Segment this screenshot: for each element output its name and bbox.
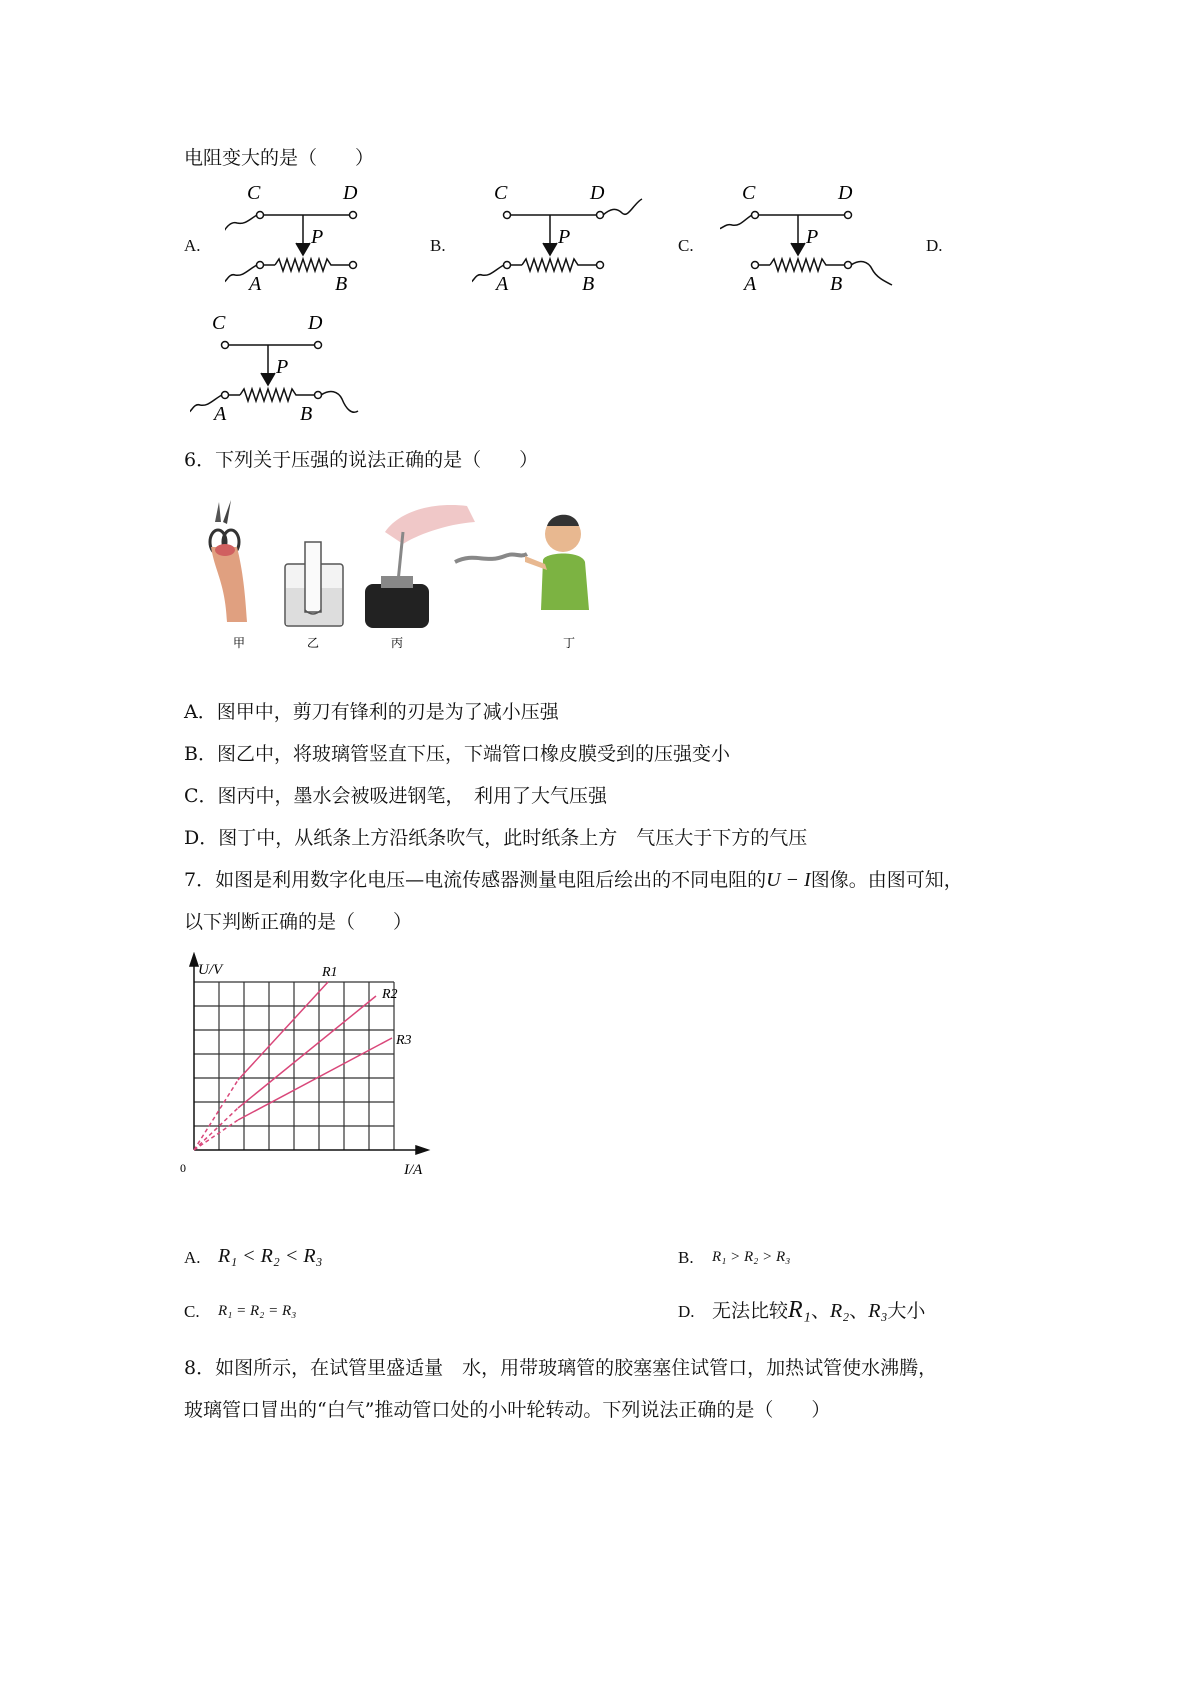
- caption-yi: 乙: [307, 636, 320, 650]
- q7-d-r2: R₂: [830, 1300, 850, 1322]
- q7-option-c-letter: C.: [184, 1302, 200, 1321]
- r1-label: R1: [322, 965, 338, 980]
- q5-option-c-label: C.: [678, 236, 694, 255]
- q6-stem: 6．下列关于压强的说法正确的是（ ）: [184, 449, 539, 471]
- label-a: A: [249, 273, 262, 295]
- q6-option-d: D．图丁中，从纸条上方沿纸条吹气，此时纸条上方 气压大于下方的气压: [184, 827, 808, 849]
- caption-ding: 丁: [563, 636, 576, 650]
- label-b: B: [582, 273, 595, 295]
- label-c: C: [494, 185, 508, 204]
- q7-option-d: [712, 1298, 925, 1323]
- q7-ui-graph: [178, 952, 438, 1182]
- label-p: P: [558, 226, 571, 248]
- q5-diagram-a: [225, 185, 415, 305]
- label-a: A: [744, 273, 757, 295]
- q7-d-r3: R₃: [868, 1300, 888, 1322]
- q7-option-d-letter: D.: [678, 1302, 695, 1321]
- q7-option-b: R₁ > R₂ > R₃: [712, 1249, 791, 1265]
- caption-jia: 甲: [233, 636, 246, 650]
- label-a: A: [496, 273, 509, 295]
- label-b: B: [830, 273, 843, 295]
- r1-line: [238, 982, 328, 1080]
- q7-option-a-letter: A.: [184, 1248, 201, 1267]
- q6-illustration: [185, 492, 605, 652]
- q7-d-sep1: 、: [811, 1300, 831, 1322]
- q5-option-d-label: D.: [926, 236, 943, 255]
- label-d: D: [590, 185, 605, 204]
- q7-d-r1: R₁: [788, 1297, 812, 1323]
- q5-option-b-label: B.: [430, 236, 446, 255]
- label-b: B: [300, 403, 313, 425]
- label-b: B: [335, 273, 348, 295]
- q8-line1: 8．如图所示，在试管里盛适量 水，用带玻璃管的胶塞塞住试管口，加热试管使水沸腾，: [184, 1357, 938, 1379]
- q6-option-a: A．图甲中，剪刀有锋利的刃是为了减小压强: [184, 701, 559, 723]
- y-axis-label: U/V: [198, 962, 223, 978]
- q8-line2: 玻璃管口冒出的“白气”推动管口处的小叶轮转动。下列说法正确的是（ ）: [184, 1399, 831, 1421]
- label-d: D: [343, 185, 358, 204]
- q7-d-sep2: 、: [849, 1300, 869, 1322]
- q7-stem-line1: [184, 868, 963, 892]
- ink-bottle-pen-image: [365, 505, 475, 628]
- label-d: D: [838, 185, 853, 204]
- q5-diagram-c: [720, 185, 920, 305]
- q7-option-c: R₁ = R₂ = R₃: [218, 1303, 297, 1319]
- q5-stem-tail: 电阻变大的是（ ）: [184, 147, 375, 169]
- label-d: D: [308, 315, 323, 334]
- label-c: C: [742, 185, 756, 204]
- label-p: P: [276, 356, 289, 378]
- scissors-hand-image: [210, 500, 247, 622]
- label-a: A: [214, 403, 227, 425]
- label-c: C: [212, 315, 226, 334]
- q7-stem-text: 7．如图是利用数字化电压—电流传感器测量电阻后绘出的不同电阻的: [184, 869, 767, 891]
- r3-label: R3: [396, 1033, 412, 1048]
- q5-option-a-label: A.: [184, 236, 201, 255]
- label-p: P: [806, 226, 819, 248]
- x-axis-label: I/A: [404, 1162, 423, 1178]
- label-p: P: [311, 226, 324, 248]
- beaker-tube-image: [285, 542, 343, 626]
- q7-stem-end: 图像。由图可知，: [810, 869, 963, 891]
- r3-dashed: [194, 1120, 238, 1150]
- r2-dashed: [194, 1108, 238, 1150]
- q5-diagram-b: [472, 185, 672, 305]
- label-c: C: [247, 185, 261, 204]
- r2-line: [238, 996, 376, 1108]
- q6-option-b: B．图乙中，将玻璃管竖直下压，下端管口橡皮膜受到的压强变小: [184, 743, 730, 765]
- q7-option-b-letter: B.: [678, 1248, 694, 1267]
- q7-d-suffix: 大小: [887, 1300, 926, 1322]
- q7-stem-line2: 以下判断正确的是（ ）: [184, 911, 413, 933]
- caption-bing: 丙: [391, 636, 404, 650]
- origin-label: 0: [180, 1161, 186, 1175]
- q5-diagram-d: [190, 315, 390, 435]
- q7-option-a: R₁ < R₂ < R₃: [218, 1245, 323, 1267]
- q6-option-c: C．图丙中，墨水会被吸进钢笔， 利用了大气压强: [184, 785, 608, 807]
- r2-label: R2: [382, 987, 398, 1002]
- boy-blowing-paper-image: [455, 515, 589, 610]
- q7-stem-math: U − I: [766, 869, 811, 891]
- q7-d-prefix: 无法比较: [712, 1300, 789, 1322]
